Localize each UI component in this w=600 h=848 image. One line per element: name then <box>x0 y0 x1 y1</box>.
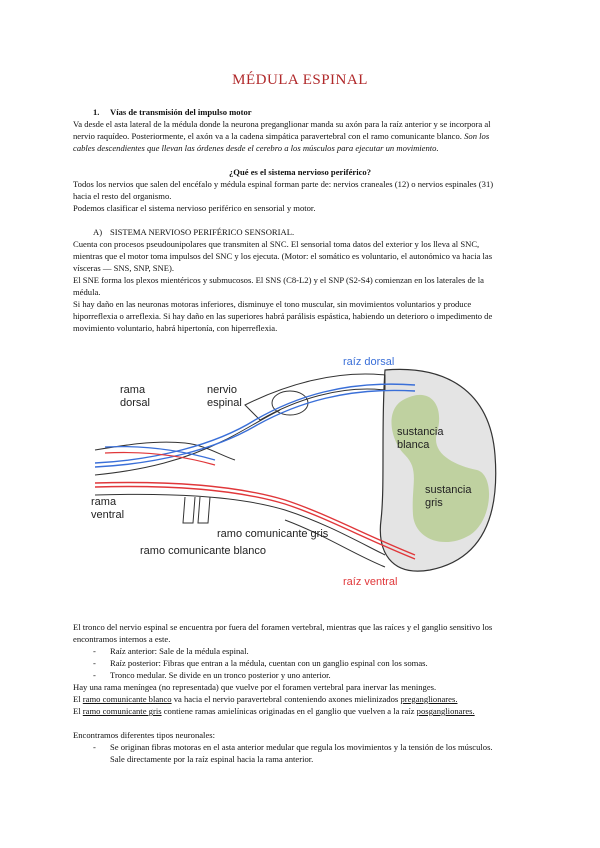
question-line2: hacia el resto del organismo. <box>73 191 172 201</box>
bullet-dash: - <box>93 670 96 680</box>
bullet-dash: - <box>93 646 96 656</box>
label-ramo-gris: ramo comunicante gris <box>217 528 329 540</box>
ramo-blanco-mid: va hacia el nervio paravertebral conteniendo axones mielinizados <box>173 694 399 704</box>
ramo-blanco-stub <box>183 497 195 523</box>
sectionA-heading: SISTEMA NERVIOSO PERIFÉRICO SENSORIAL. <box>110 227 295 237</box>
label-sustancia-blanca-2: blanca <box>397 439 430 451</box>
dorsal-root <box>245 374 385 420</box>
label-nervio-espinal-1: nervio <box>207 384 237 396</box>
ramo-gris-stub <box>198 497 210 523</box>
label-sustancia-gris-2: gris <box>425 497 443 509</box>
question-heading: ¿Qué es el sistema nervioso periférico? <box>229 167 371 177</box>
section2-line1: El tronco del nervio espinal se encuentra por fuera del foramen vertebral, mientras que las raíces y el ganglio sensitivo los <box>73 622 493 632</box>
spinal-nerve-diagram <box>85 345 525 600</box>
sectionA-letter: A) <box>93 227 103 237</box>
sectionA-line: vísceras — SNS, SNP, SNE). <box>73 263 174 273</box>
label-rama-ventral-2: ventral <box>91 509 125 521</box>
ramo-blanco-pre: El <box>73 694 81 704</box>
ramo-gris-mid: contiene ramas amielínicas originadas en el ganglio que vuelven a la raíz <box>163 706 415 716</box>
section1-heading: Vías de transmisión del impulso motor <box>110 107 252 117</box>
neurons-intro: Encontramos diferentes tipos neuronales: <box>73 730 215 740</box>
label-ramo-blanco: ramo comunicante blanco <box>140 545 266 557</box>
sectionA-line: hiporreflexia o arreflexia. Si hay daño en las superiores habrá parálisis espástica, habiendo un deterioro o impedimento de <box>73 311 493 321</box>
label-rama-dorsal-2: dorsal <box>120 397 150 409</box>
section1-number: 1. <box>93 107 100 117</box>
ramo-blanco-line <box>73 694 457 705</box>
sectionA-line: mientras que el motor toma impulsos del SNC y los ejecuta. (Motor: el somático es voluntario, el autonómico va hacia las <box>73 251 493 261</box>
label-raiz-ventral: raíz ventral <box>343 576 398 588</box>
label-sustancia-gris-1: sustancia <box>425 484 472 496</box>
ramo-blanco-term2: preganglionares. <box>400 694 458 704</box>
section1-line2 <box>73 131 489 142</box>
section1-line2-text: nervio raquídeo. Posteriormente, el axón va a la cadena simpática paravertebral con el ramo comunicante blanco. <box>73 131 462 141</box>
section2-line2: encontramos internos a este. <box>73 634 171 644</box>
sectionA-line: Cuenta con procesos pseudounipolares que transmiten al SNC. El sensorial toma datos del exterior y los lleva al SNC, <box>73 239 480 249</box>
label-nervio-espinal-2: espinal <box>207 397 242 409</box>
label-rama-dorsal-1: rama <box>120 384 146 396</box>
label-sustancia-blanca-1: sustancia <box>397 426 444 438</box>
bullet-item: Raíz posterior: Fibras que entran a la médula, cuentan con un ganglio espinal con los somas. <box>110 658 428 668</box>
label-rama-ventral-1: rama <box>91 496 117 508</box>
ramo-gris-term: ramo comunicante gris <box>82 706 162 716</box>
sectionA-line: movimiento voluntario, habrá hipertonía, con hiperreflexia. <box>73 323 278 333</box>
sectionA-line: Si hay daño en las neuronas motoras inferiores, disminuye el tono muscular, sin movimientos voluntarios y produce <box>73 299 472 309</box>
neurons-bullet1: Se originan fibras motoras en el asta anterior medular que regula los movimientos y la tensión de los músculos. <box>110 742 493 752</box>
label-raiz-dorsal: raíz dorsal <box>343 356 395 368</box>
bullet-item: Raíz anterior: Sale de la médula espinal. <box>110 646 249 656</box>
ramo-blanco-term: ramo comunicante blanco <box>82 694 172 704</box>
question-line3: Podemos clasificar el sistema nervioso periférico en sensorial y motor. <box>73 203 316 213</box>
neurons-bullet1b: Sale directamente por la raíz espinal hacia la rama anterior. <box>110 754 314 764</box>
bullet-dash: - <box>93 742 96 752</box>
bullet-dash: - <box>93 658 96 668</box>
section1-line1: Va desde el asta lateral de la médula donde la neurona preganglionar manda su axón para la raíz anterior y se incorpora al <box>73 119 491 129</box>
section1-line3: cables descendientes que llevan las órdenes desde el cerebro a los músculos para ejecutar un movimiento. <box>73 143 439 153</box>
ramo-gris-term2: posganglionares. <box>416 706 475 716</box>
ramo-gris-pre: El <box>73 706 81 716</box>
sectionA-line: médula. <box>73 287 101 297</box>
section1-line2-italic: Son los <box>464 131 490 141</box>
section2-line3: Hay una rama meníngea (no representada) que vuelve por el foramen vertebral para inervar las meninges. <box>73 682 437 692</box>
question-line1: Todos los nervios que salen del encéfalo y médula espinal forman parte de: nervios craneales (12) o nervios espinales (31) <box>73 179 494 189</box>
sectionA-line: El SNE forma los plexos mientéricos y submucosos. El SNS (C8-L2) y el SNP (S2-S4) comienzan en los laterales de la <box>73 275 484 285</box>
blue-fiber <box>105 447 215 460</box>
page-title: MÉDULA ESPINAL <box>232 72 368 88</box>
bullet-item: Tronco medular. Se divide en un tronco posterior y uno anterior. <box>110 670 331 680</box>
ramo-gris-line <box>73 706 475 717</box>
